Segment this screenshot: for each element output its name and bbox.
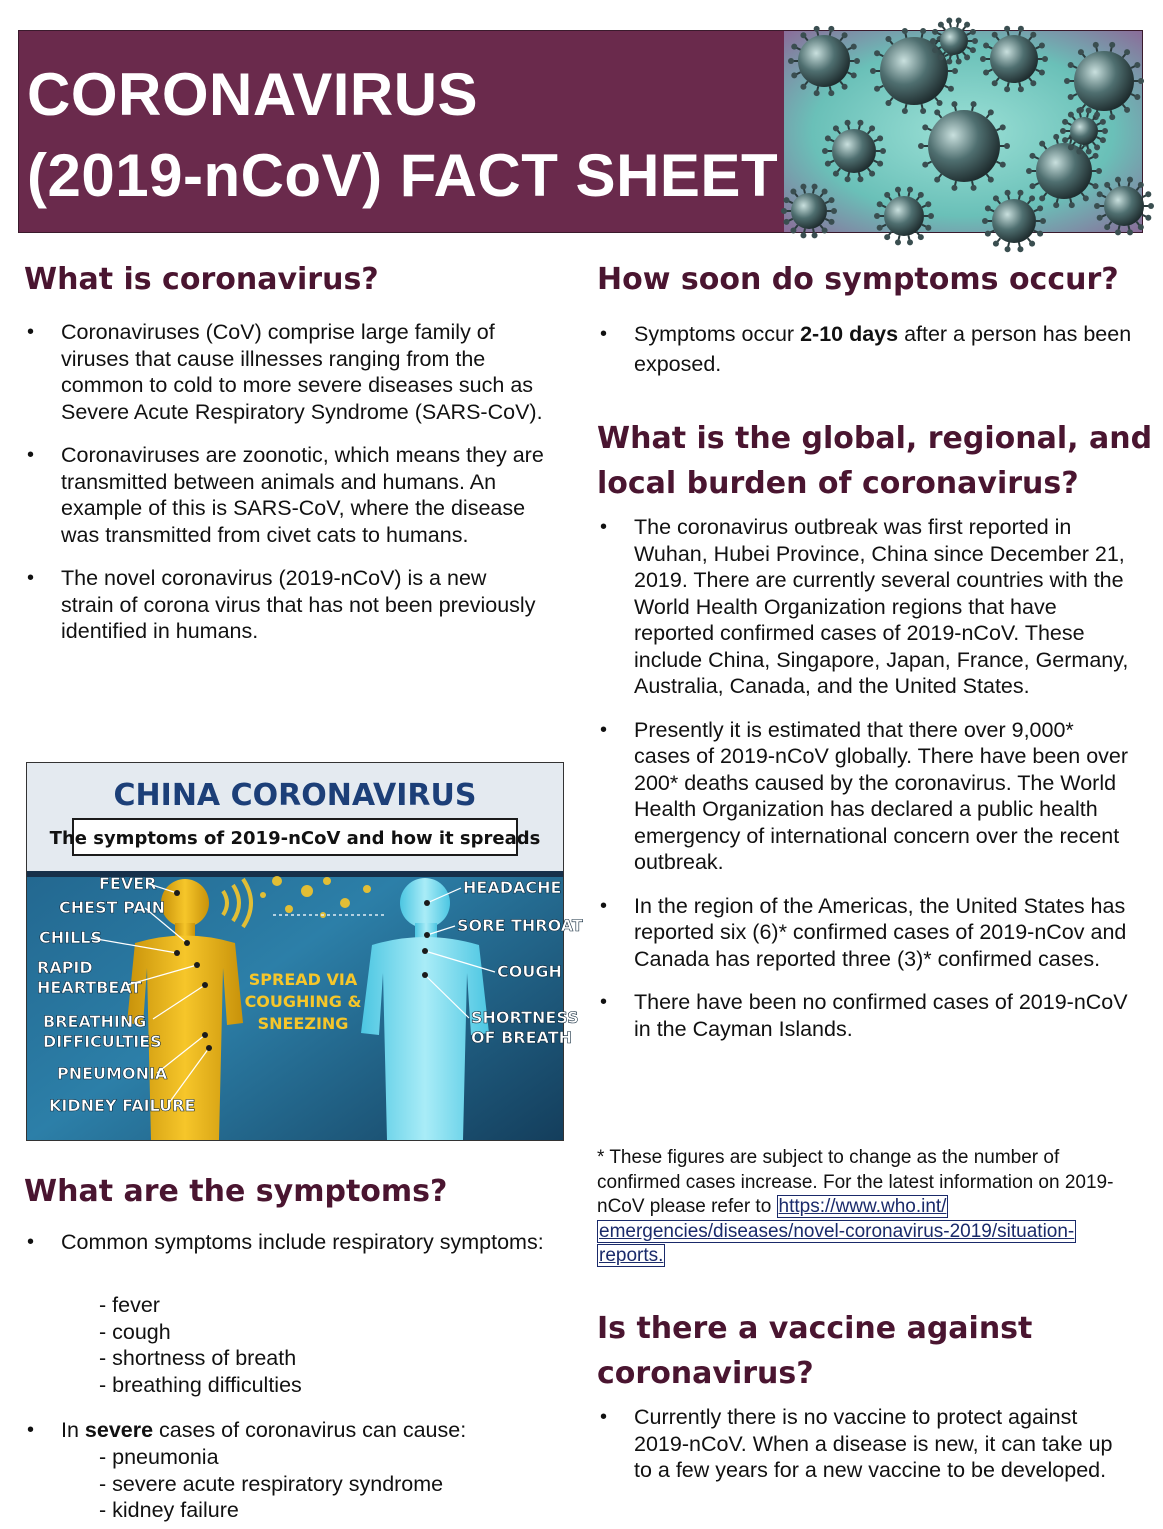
label-of-breath: OF BREATH: [471, 1028, 572, 1047]
severe-prefix: In: [61, 1418, 85, 1442]
title-line-1: CORONAVIRUS: [27, 61, 479, 128]
list-item: [597, 319, 1132, 379]
label-cough: COUGH: [497, 962, 562, 981]
symptom-item: - fever: [99, 1293, 160, 1317]
infographic-title: CHINA CORONAVIRUS: [113, 778, 477, 813]
list-item: • Common symptoms include respiratory symptoms:: [24, 1229, 544, 1256]
list-item: • Coronaviruses are zoonotic, which means they are transmitted between animals and humans. An example of this is SARS-CoV, where the disease was transmitted from civet cats to humans.: [24, 442, 544, 548]
label-pneumonia: PNEUMONIA: [57, 1064, 168, 1083]
symptom-item: - shortness of breath: [99, 1346, 297, 1370]
list-item: • There have been no confirmed cases of 2019-nCoV in the Cayman Islands.: [597, 989, 1132, 1042]
list-item: • Presently it is estimated that there over 9,000* cases of 2019-nCoV globally. There have been over 200* deaths caused by the coronavirus. The World Health Organization has declared a public health emergency of international concern over the recent outbreak.: [597, 717, 1132, 876]
virus-illustration: [784, 31, 1142, 232]
severe-suffix: cases of coronavirus can cause:: [153, 1418, 467, 1442]
heading-burden-line-1: What is the global, regional, and: [597, 421, 1153, 456]
how-soon-list: [597, 319, 1132, 379]
label-coughing: COUGHING &: [244, 992, 362, 1011]
who-link[interactable]: https://www.who.int/: [778, 1196, 947, 1217]
infographic-illustration: [27, 763, 583, 1140]
label-kidney-failure: KIDNEY FAILURE: [49, 1096, 196, 1115]
heading-what-is-coronavirus: What is coronavirus?: [24, 262, 379, 297]
heading-vaccine-line-1: Is there a vaccine against: [597, 1311, 1033, 1346]
symptoms-infographic: [26, 762, 583, 1141]
symptoms-sublist-2: [99, 1444, 539, 1524]
label-heartbeat: HEARTBEAT: [37, 978, 142, 997]
label-spread-via: SPREAD VIA: [248, 970, 358, 989]
title-line-2: (2019-nCoV) FACT SHEET: [27, 142, 779, 209]
list-item: [24, 1417, 544, 1444]
how-soon-prefix: Symptoms occur: [634, 322, 801, 346]
symptom-item: - cough: [99, 1319, 171, 1344]
label-shortness: SHORTNESS: [471, 1008, 579, 1027]
heading-vaccine-line-2: coronavirus?: [597, 1356, 814, 1391]
figures-note: [597, 1146, 1125, 1269]
label-chills: CHILLS: [39, 928, 102, 947]
vaccine-list: [597, 1404, 1132, 1484]
heading-what-are-symptoms: What are the symptoms?: [24, 1174, 448, 1209]
burden-list: [597, 514, 1132, 1042]
symptom-item: - breathing difficulties: [99, 1372, 302, 1397]
heading-how-soon: How soon do symptoms occur?: [597, 262, 1119, 297]
label-sneezing: SNEEZING: [257, 1014, 349, 1033]
infographic-subtitle: The symptoms of 2019-nCoV and how it spreads: [49, 828, 541, 849]
list-item: • In the region of the Americas, the United States has reported six (6)* confirmed cases of 2019-nCov and Canada has reported three (3)* confirmed cases.: [597, 893, 1132, 973]
label-headache: HEADACHE: [463, 878, 562, 897]
heading-burden-line-2: local burden of coronavirus?: [597, 466, 1079, 501]
list-item: • The coronavirus outbreak was first reported in Wuhan, Hubei Province, China since December 21, 2019. There are currently several countries with the World Health Organization regions that have reported confirmed cases of 2019-nCoV. These include China, Singapore, Japan, France, Germany, Australia, Canada, and the United States.: [597, 514, 1132, 700]
header-banner: [18, 30, 1143, 233]
symptom-item: - severe acute respiratory syndrome: [99, 1471, 444, 1496]
who-link-cont[interactable]: emergencies/diseases/novel-coronavirus-2019/situation-: [599, 1220, 1075, 1242]
how-soon-days: 2-10 days: [800, 322, 899, 346]
label-rapid: RAPID: [37, 958, 93, 977]
note-text: * These figures are subject to change as the number of confirmed cases increase. For the latest information on 2019-nCoV please refer to: [597, 1147, 1114, 1217]
list-item: • Currently there is no vaccine to protect against 2019-nCoV. When a disease is new, it can take up to a few years for a new vaccine to be developed.: [597, 1404, 1132, 1484]
header-title-block: [19, 31, 784, 232]
who-link-end[interactable]: reports.: [599, 1245, 664, 1266]
list-item: • Coronaviruses (CoV) comprise large family of viruses that cause illnesses ranging from the common to cold to more severe diseases such as Severe Acute Respiratory Syndrome (SARS-CoV).: [24, 319, 544, 425]
symptoms-list-1: [24, 1229, 544, 1256]
symptom-item: - pneumonia: [99, 1445, 219, 1469]
label-breathing: BREATHING: [43, 1012, 147, 1031]
symptoms-sublist-1: [99, 1292, 539, 1398]
virus-image: [784, 31, 1142, 232]
label-chest-pain: CHEST PAIN: [59, 898, 166, 917]
label-sore-throat: SORE THROAT: [457, 916, 583, 935]
list-item: • The novel coronavirus (2019-nCoV) is a new strain of corona virus that has not been previously identified in humans.: [24, 565, 544, 645]
label-difficulties: DIFFICULTIES: [43, 1032, 162, 1051]
symptoms-list-2: [24, 1417, 544, 1444]
what-is-list: [24, 319, 544, 645]
severe-word: severe: [84, 1418, 154, 1442]
symptom-item: - kidney failure: [99, 1498, 239, 1522]
how-soon-suffix: after a person has been exposed.: [634, 322, 1132, 376]
label-fever: FEVER: [99, 874, 157, 893]
